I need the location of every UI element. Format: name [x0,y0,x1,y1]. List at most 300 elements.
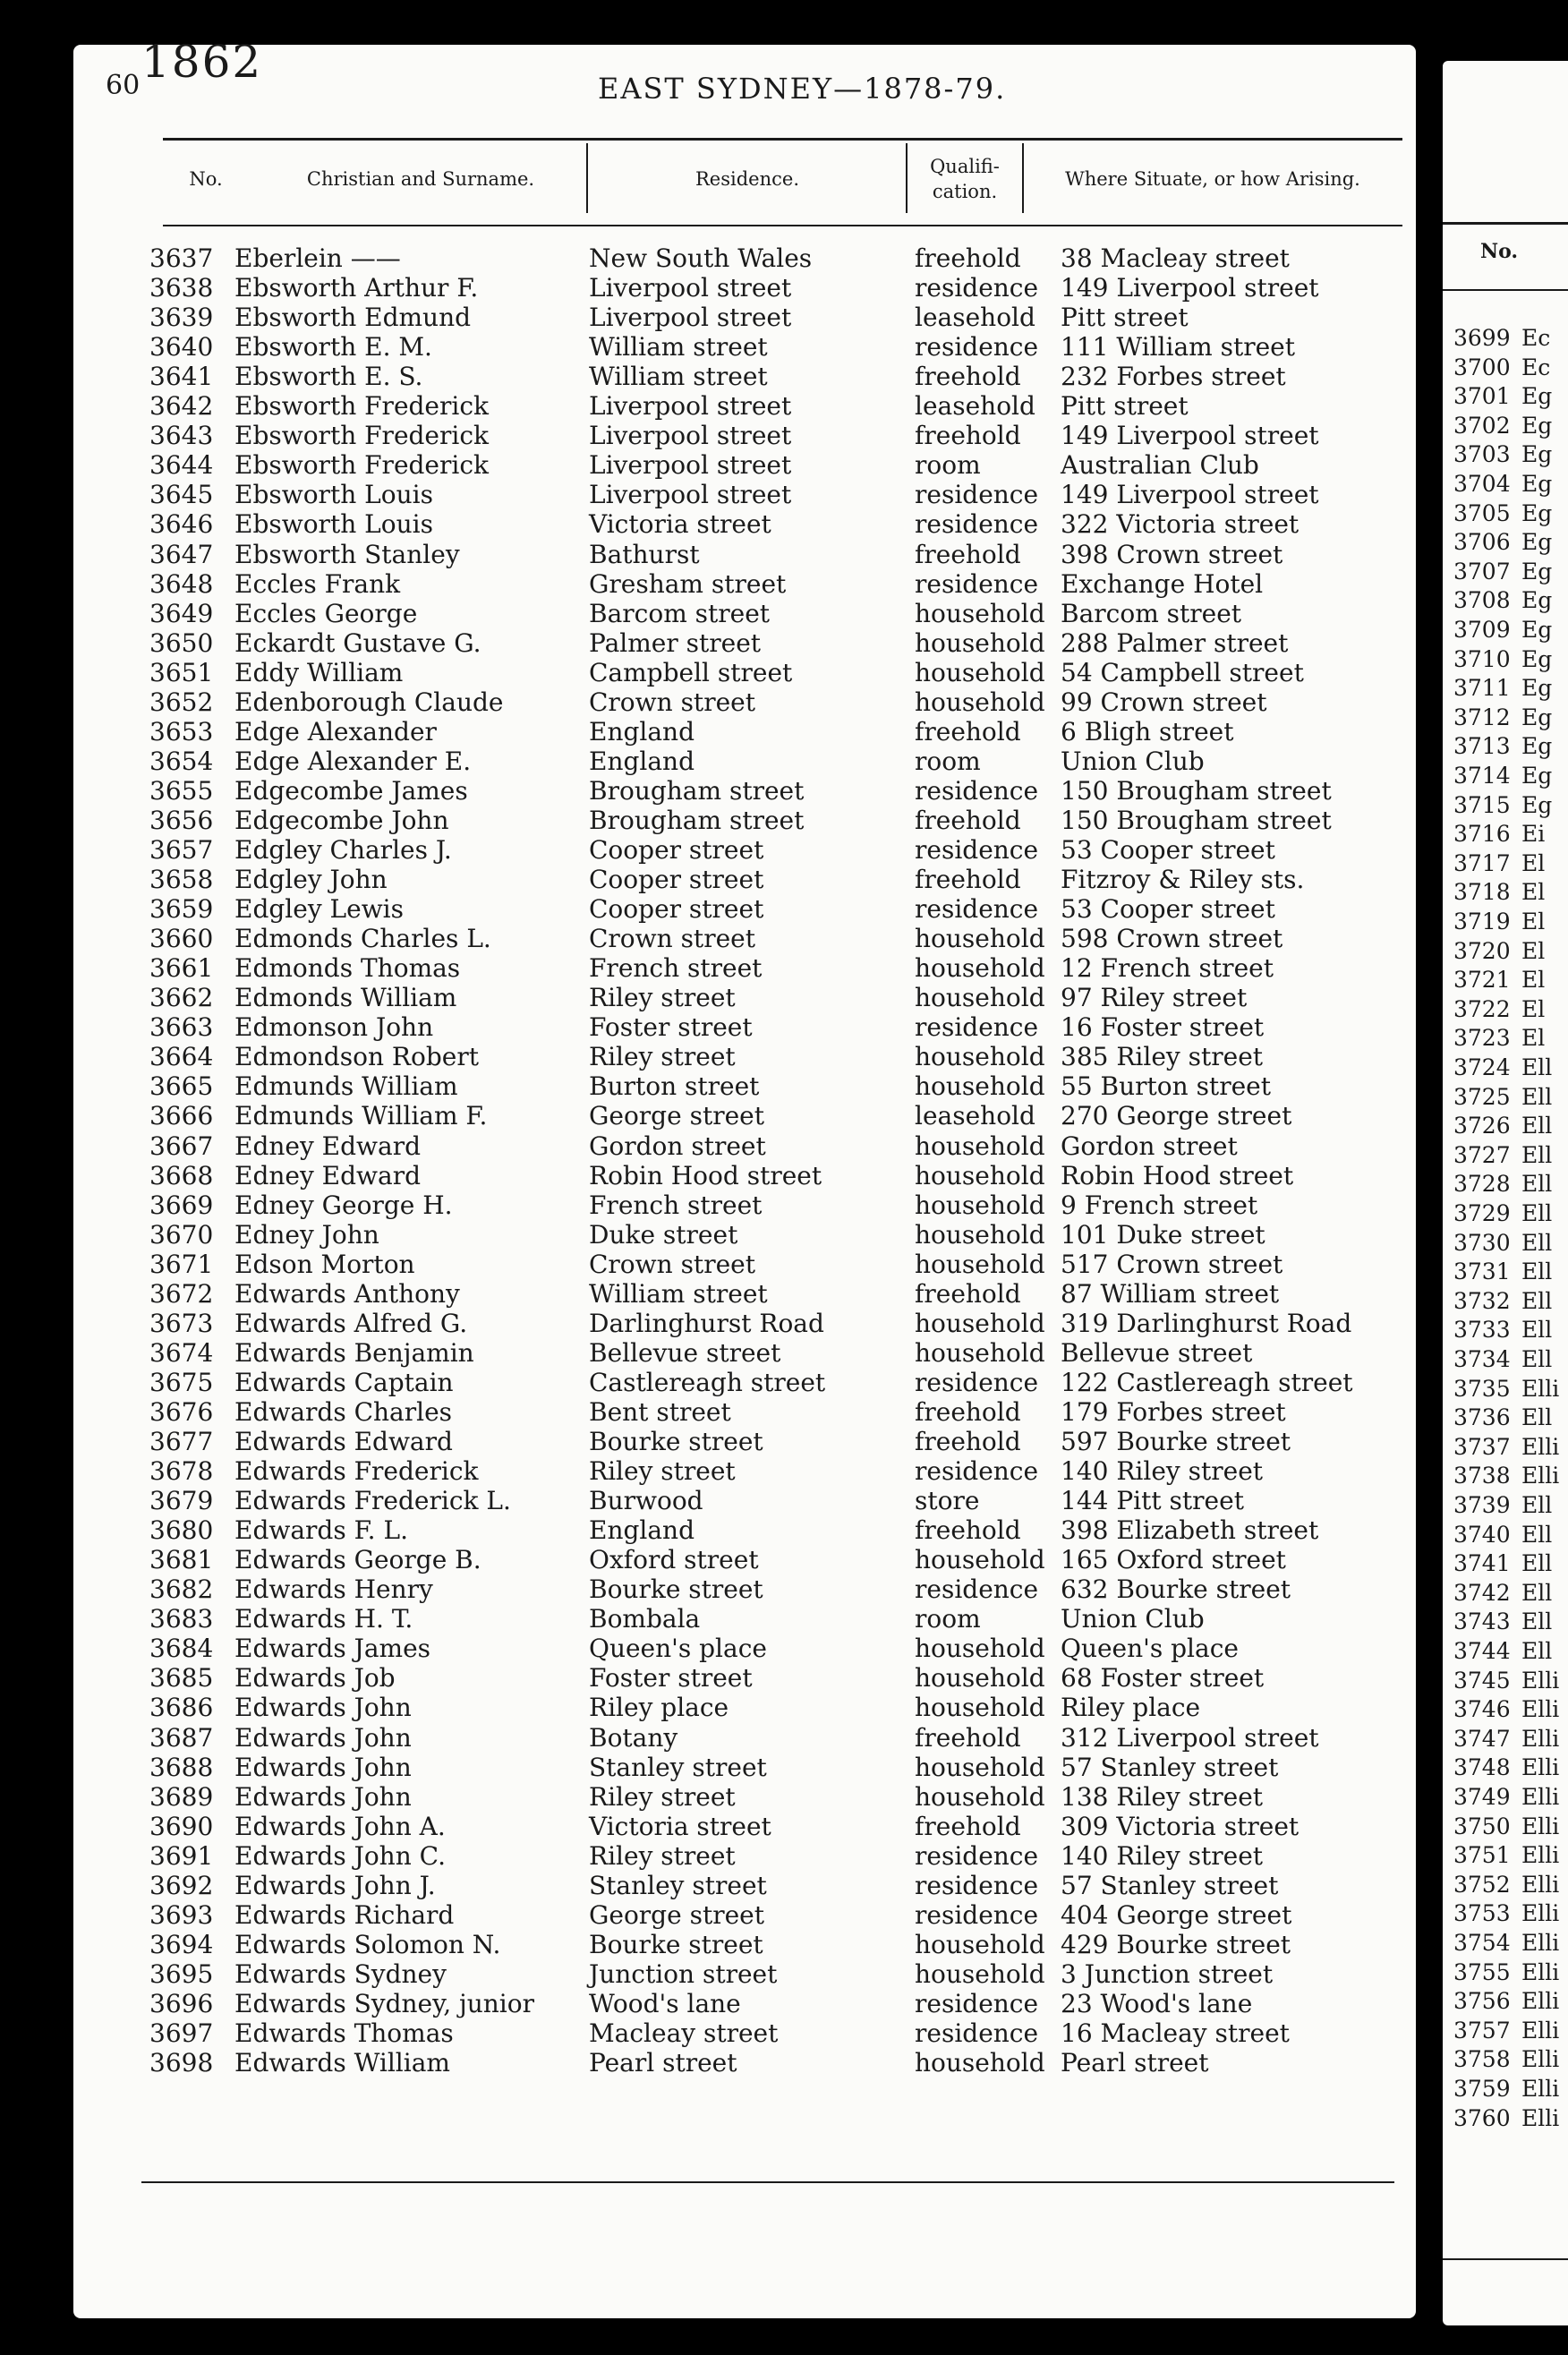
entry-residence: Brougham street [589,805,805,835]
entry-where-situate: 53 Cooper street [1061,894,1275,925]
right-entry-number: 3730 [1453,1229,1511,1256]
right-table-row [1443,1578,1568,1608]
entry-where-situate: 140 Riley street [1061,1456,1264,1487]
right-entry-name-fragment: Ell [1521,1550,1553,1577]
table-row [0,569,1432,599]
entry-number: 3666 [149,1101,214,1131]
entry-residence: New South Wales [589,243,813,273]
entry-where-situate: 149 Liverpool street [1061,421,1319,451]
right-table-row [1443,1111,1568,1140]
right-entry-name-fragment: Eg [1521,558,1553,584]
column-header-no: No. [189,168,223,190]
entry-number: 3658 [149,865,214,895]
entry-qualification: household [915,1160,1045,1190]
table-row [0,1604,1432,1634]
entry-name: Edwards Job [234,1663,396,1694]
entry-where-situate: 16 Foster street [1061,1012,1265,1043]
right-table-row [1443,965,1568,994]
right-table-row [1443,2044,1568,2074]
table-row [0,540,1432,569]
entry-number: 3648 [149,568,214,599]
right-entry-number: 3720 [1453,937,1511,964]
right-entry-number: 3738 [1453,1463,1511,1489]
entry-number: 3654 [149,746,214,776]
right-entry-name-fragment: Eg [1521,675,1553,702]
entry-number: 3668 [149,1160,214,1190]
right-table-row [1443,2074,1568,2103]
right-entry-number: 3736 [1453,1404,1511,1431]
entry-number: 3683 [149,1604,214,1634]
entry-where-situate: 385 Riley street [1061,1042,1264,1072]
entry-name: Edwards Richard [234,1899,455,1930]
right-entry-number: 3758 [1453,2046,1511,2073]
right-table-row [1443,1257,1568,1286]
entry-name: Edwards Thomas [234,2018,454,2048]
entry-qualification: freehold [915,243,1021,273]
entry-name: Edwards Anthony [234,1278,460,1309]
table-row [0,1368,1432,1397]
entry-name: Edwards Frederick L. [234,1486,511,1516]
entry-residence: Darlinghurst Road [589,1308,824,1338]
entry-residence: Bathurst [589,539,700,569]
table-row [0,1841,1432,1871]
col-divider-qualification [906,143,908,213]
entry-where-situate: Fitzroy & Riley sts. [1061,865,1305,895]
right-entry-number: 3702 [1453,412,1511,439]
entry-residence: Liverpool street [589,450,792,481]
entry-where-situate: 111 William street [1061,332,1295,363]
right-table-row [1443,673,1568,703]
right-entry-name-fragment: Eg [1521,704,1553,730]
entry-qualification: household [915,1219,1045,1250]
entry-residence: Riley street [589,1042,736,1072]
table-row [0,717,1432,747]
table-row [0,2048,1432,2078]
entry-qualification: residence [915,568,1039,599]
right-entry-name-fragment: Elli [1521,1842,1560,1869]
entry-name: Ebsworth E. M. [234,332,432,363]
entry-residence: Stanley street [589,1752,767,1782]
entry-name: Edwards John A. [234,1811,446,1841]
entry-name: Eberlein —— [234,243,401,273]
entry-qualification: household [915,1337,1045,1368]
right-entry-number: 3735 [1453,1375,1511,1402]
entry-where-situate: 68 Foster street [1061,1663,1265,1694]
entry-where-situate: Union Club [1061,1604,1205,1634]
right-entry-name-fragment: Eg [1521,733,1553,760]
entry-number: 3689 [149,1781,214,1812]
right-table-row [1443,381,1568,411]
right-entry-number: 3757 [1453,2017,1511,2044]
right-entry-name-fragment: Elli [1521,1813,1560,1839]
right-entry-name-fragment: Elli [1521,1696,1560,1723]
right-entry-number: 3703 [1453,441,1511,468]
right-entry-number: 3752 [1453,1871,1511,1898]
right-entry-name-fragment: El [1521,909,1546,934]
right-page-fragment [1443,61,1568,2325]
entry-where-situate: 101 Duke street [1061,1219,1265,1250]
right-table-row [1443,1899,1568,1928]
entry-qualification: household [915,1929,1045,1959]
right-entry-number: 3743 [1453,1608,1511,1635]
entry-number: 3665 [149,1071,214,1102]
entry-name: Ebsworth Louis [234,509,433,540]
entry-where-situate: 598 Crown street [1061,924,1283,954]
table-row [0,421,1432,450]
right-entry-number: 3727 [1453,1141,1511,1168]
entry-qualification: residence [915,775,1039,806]
entry-name: Edmunds William F. [234,1101,488,1131]
right-table-row [1443,877,1568,907]
entry-name: Edwards John [234,1752,412,1782]
right-entry-name-fragment: Eg [1521,529,1553,556]
entry-where-situate: 322 Victoria street [1061,509,1300,540]
right-entry-name-fragment: Ell [1521,1638,1553,1664]
table-row [0,1101,1432,1131]
entry-number: 3692 [149,1870,214,1900]
entry-number: 3681 [149,1545,214,1575]
right-entry-name-fragment: Ell [1521,1141,1553,1168]
right-table-row [1443,1986,1568,2016]
table-row [0,1812,1432,1841]
right-table-row [1443,411,1568,440]
column-header-name: Christian and Surname. [306,168,535,190]
entry-where-situate: 87 William street [1061,1278,1280,1309]
entry-number: 3650 [149,627,214,658]
right-table-row [1443,1549,1568,1578]
entry-residence: Liverpool street [589,303,792,333]
entry-name: Edge Alexander [234,716,437,747]
entry-name: Eccles Frank [234,568,401,599]
right-table-row [1443,1023,1568,1053]
entry-name: Edwards Benjamin [234,1337,474,1368]
right-entry-number: 3754 [1453,1930,1511,1956]
right-table-row [1443,1140,1568,1170]
right-table-row [1443,1169,1568,1199]
entry-number: 3693 [149,1899,214,1930]
table-row [0,1989,1432,2018]
right-entry-name-fragment: Elli [1521,1930,1560,1956]
entry-residence: Bourke street [589,1574,763,1605]
right-table-row [1443,323,1568,353]
table-row [0,776,1432,806]
entry-residence: Burwood [589,1486,703,1516]
entry-number: 3659 [149,894,214,925]
entry-qualification: residence [915,1899,1039,1930]
right-table-row [1443,1461,1568,1490]
entry-where-situate: 150 Brougham street [1061,775,1332,806]
table-row [0,1250,1432,1279]
entry-qualification: household [915,687,1045,717]
entry-name: Edney Edward [234,1160,422,1190]
entry-name: Edney Edward [234,1131,422,1161]
right-entry-name-fragment: Eg [1521,763,1553,789]
right-entry-number: 3710 [1453,645,1511,672]
entry-where-situate: 149 Liverpool street [1061,480,1319,510]
right-table-row [1443,1928,1568,1958]
entry-where-situate: 53 Cooper street [1061,835,1275,865]
entry-where-situate: 38 Macleay street [1061,243,1290,273]
right-entry-name-fragment: Elli [1521,2017,1560,2044]
right-table-row [1443,439,1568,469]
right-table-row [1443,819,1568,849]
entry-name: Edson Morton [234,1249,415,1279]
right-entry-name-fragment: Ell [1521,1317,1553,1344]
right-entry-number: 3707 [1453,558,1511,584]
right-entry-name-fragment: Ec [1521,325,1551,351]
right-column-header-no: No. [1480,240,1519,263]
column-header-residence: Residence. [695,168,799,190]
entry-number: 3667 [149,1131,214,1161]
entry-residence: Gresham street [589,568,787,599]
handwritten-year: 1862 [141,36,263,88]
entry-residence: Wood's lane [589,1988,741,2018]
table-row [0,1782,1432,1812]
entry-name: Edgecombe John [234,805,449,835]
entry-number: 3653 [149,716,214,747]
right-entry-name-fragment: El [1521,879,1546,906]
entry-name: Edgley Lewis [234,894,404,925]
table-row [0,1693,1432,1722]
entry-qualification: household [915,1042,1045,1072]
right-entry-number: 3747 [1453,1725,1511,1752]
right-table-row [1443,1870,1568,1899]
entry-residence: French street [589,1190,763,1220]
right-table-row [1443,1958,1568,1987]
entry-qualification: freehold [915,1427,1021,1456]
right-entry-number: 3748 [1453,1754,1511,1781]
entry-qualification: freehold [915,865,1021,895]
entry-number: 3670 [149,1219,214,1250]
table-row [0,1959,1432,1989]
right-table-row [1443,2103,1568,2133]
entry-name: Edwards Captain [234,1367,454,1397]
entry-qualification: freehold [915,1515,1021,1546]
right-entry-name-fragment: Elli [1521,2104,1560,2131]
entry-residence: Gordon street [589,1131,766,1161]
entry-name: Edwards Solomon N. [234,1929,501,1959]
right-entry-number: 3753 [1453,1900,1511,1927]
entry-number: 3640 [149,332,214,363]
right-entry-number: 3705 [1453,499,1511,526]
entry-name: Edenborough Claude [234,687,504,717]
entry-where-situate: 12 French street [1061,953,1274,984]
entry-name: Edgecombe James [234,775,468,806]
entry-residence: Foster street [589,1012,753,1043]
right-table-row [1443,499,1568,528]
table-row [0,1486,1432,1515]
page-title: EAST SYDNEY—1878-79. [598,72,1007,106]
table-row [0,835,1432,865]
entry-residence: Victoria street [589,509,771,540]
right-table-row [1443,1344,1568,1374]
entry-where-situate: 23 Wood's lane [1061,1988,1253,2018]
right-entry-number: 3713 [1453,733,1511,760]
right-table-row [1443,936,1568,966]
right-entry-name-fragment: El [1521,995,1546,1022]
right-table-row [1443,1840,1568,1870]
right-entry-number: 3756 [1453,1988,1511,2015]
entry-qualification: household [915,657,1045,687]
entry-residence: Macleay street [589,2018,779,2048]
entry-where-situate: 9 French street [1061,1190,1258,1220]
table-row [0,1071,1432,1101]
entry-number: 3694 [149,1929,214,1959]
right-table-row [1443,644,1568,674]
entry-qualification: leasehold [915,391,1035,422]
entry-where-situate: 179 Forbes street [1061,1396,1286,1427]
entry-number: 3696 [149,1988,214,2018]
entry-residence: Liverpool street [589,480,792,510]
entry-number: 3644 [149,450,214,481]
entry-name: Edwards Edward [234,1427,453,1456]
entry-qualification: residence [915,332,1039,363]
table-row [0,1279,1432,1309]
entry-qualification: residence [915,1840,1039,1871]
entry-number: 3688 [149,1752,214,1782]
table-row [0,1545,1432,1574]
entry-residence: Liverpool street [589,391,792,422]
entry-where-situate: Exchange Hotel [1061,568,1264,599]
entry-where-situate: Queen's place [1061,1634,1239,1664]
table-row [0,1131,1432,1161]
entry-residence: Bellevue street [589,1337,781,1368]
entry-qualification: household [915,953,1045,984]
entry-qualification: residence [915,1988,1039,2018]
right-entry-number: 3749 [1453,1784,1511,1810]
col-divider-where [1022,143,1024,213]
entry-number: 3675 [149,1367,214,1397]
table-row [0,1930,1432,1959]
entry-name: Ebsworth Edmund [234,303,472,333]
right-entry-name-fragment: Ell [1521,1492,1553,1518]
entry-where-situate: 138 Riley street [1061,1781,1264,1812]
table-row [0,658,1432,687]
entry-residence: Robin Hood street [589,1160,822,1190]
entry-number: 3684 [149,1634,214,1664]
entry-qualification: freehold [915,539,1021,569]
entry-number: 3646 [149,509,214,540]
right-entry-name-fragment: El [1521,937,1546,964]
right-table-row [1443,1403,1568,1432]
right-entry-name-fragment: Ell [1521,1054,1553,1080]
right-entry-number: 3700 [1453,354,1511,380]
right-entry-number: 3739 [1453,1492,1511,1518]
right-entry-number: 3701 [1453,383,1511,410]
table-row [0,1161,1432,1190]
entry-residence: William street [589,332,768,363]
entry-name: Edwards F. L. [234,1515,408,1546]
right-entry-name-fragment: El [1521,849,1546,876]
entry-where-situate: 140 Riley street [1061,1840,1264,1871]
table-row [0,1012,1432,1042]
right-entry-name-fragment: Ell [1521,1404,1553,1431]
entry-residence: William street [589,362,768,392]
entry-qualification: residence [915,1574,1039,1605]
entry-name: Eckardt Gustave G. [234,627,481,658]
entry-name: Edgley Charles J. [234,835,452,865]
right-entry-number: 3751 [1453,1842,1511,1869]
entry-number: 3655 [149,775,214,806]
right-table-row [1443,1636,1568,1666]
table-row [0,1397,1432,1427]
entry-number: 3690 [149,1811,214,1841]
entry-where-situate: 404 George street [1061,1899,1292,1930]
bottom-rule [141,2181,1394,2183]
entry-qualification: freehold [915,1811,1021,1841]
entry-name: Ebsworth Frederick [234,450,489,481]
entry-number: 3637 [149,243,214,273]
entry-residence: Riley street [589,1456,736,1487]
table-row [0,1574,1432,1604]
right-table-row [1443,849,1568,878]
right-entry-number: 3731 [1453,1259,1511,1285]
table-row [0,1663,1432,1693]
entry-name: Edwards John [234,1693,412,1723]
table-row [0,1220,1432,1250]
table-row [0,1634,1432,1663]
entry-where-situate: Union Club [1061,746,1205,776]
right-entry-number: 3733 [1453,1317,1511,1344]
column-header-where: Where Situate, or how Arising. [1065,168,1360,190]
entry-where-situate: 6 Bligh street [1061,716,1234,747]
right-entry-name-fragment: Eg [1521,617,1553,643]
table-row [0,687,1432,717]
entry-where-situate: 150 Brougham street [1061,805,1332,835]
table-row [0,1753,1432,1782]
entry-residence: Queen's place [589,1634,767,1664]
right-entry-number: 3744 [1453,1638,1511,1664]
entry-number: 3660 [149,924,214,954]
entry-residence: Brougham street [589,775,805,806]
right-entry-number: 3714 [1453,763,1511,789]
right-entry-name-fragment: Elli [1521,1988,1560,2015]
entry-where-situate: 429 Bourke street [1061,1929,1291,1959]
entry-qualification: residence [915,1870,1039,1900]
entry-number: 3676 [149,1396,214,1427]
right-entry-name-fragment: Ell [1521,1083,1553,1110]
entry-qualification: residence [915,1367,1039,1397]
entry-residence: England [589,716,695,747]
entry-qualification: room [915,746,981,776]
entry-number: 3639 [149,303,214,333]
header-bottom-rule [163,225,1402,226]
right-entry-number: 3745 [1453,1667,1511,1694]
entry-number: 3697 [149,2018,214,2048]
entry-name: Edwards John J. [234,1870,436,1900]
entry-qualification: residence [915,480,1039,510]
entry-number: 3677 [149,1427,214,1456]
right-entry-name-fragment: El [1521,1025,1546,1052]
entry-qualification: residence [915,273,1039,303]
entry-name: Edmondson Robert [234,1042,479,1072]
table-row [0,1338,1432,1368]
entry-residence: Riley street [589,983,736,1013]
right-entry-name-fragment: Eg [1521,645,1553,672]
entry-qualification: freehold [915,1278,1021,1309]
entry-number: 3680 [149,1515,214,1546]
entry-where-situate: 144 Pitt street [1061,1486,1244,1516]
entry-name: Edwards John [234,1781,412,1812]
table-row [0,1900,1432,1930]
entry-qualification: household [915,1249,1045,1279]
entry-where-situate: Pitt street [1061,303,1189,333]
entry-qualification: household [915,1071,1045,1102]
right-entry-number: 3740 [1453,1521,1511,1548]
entry-where-situate: 3 Junction street [1061,1958,1274,1989]
entry-name: Edwards John C. [234,1840,446,1871]
entry-residence: Bourke street [589,1427,763,1456]
